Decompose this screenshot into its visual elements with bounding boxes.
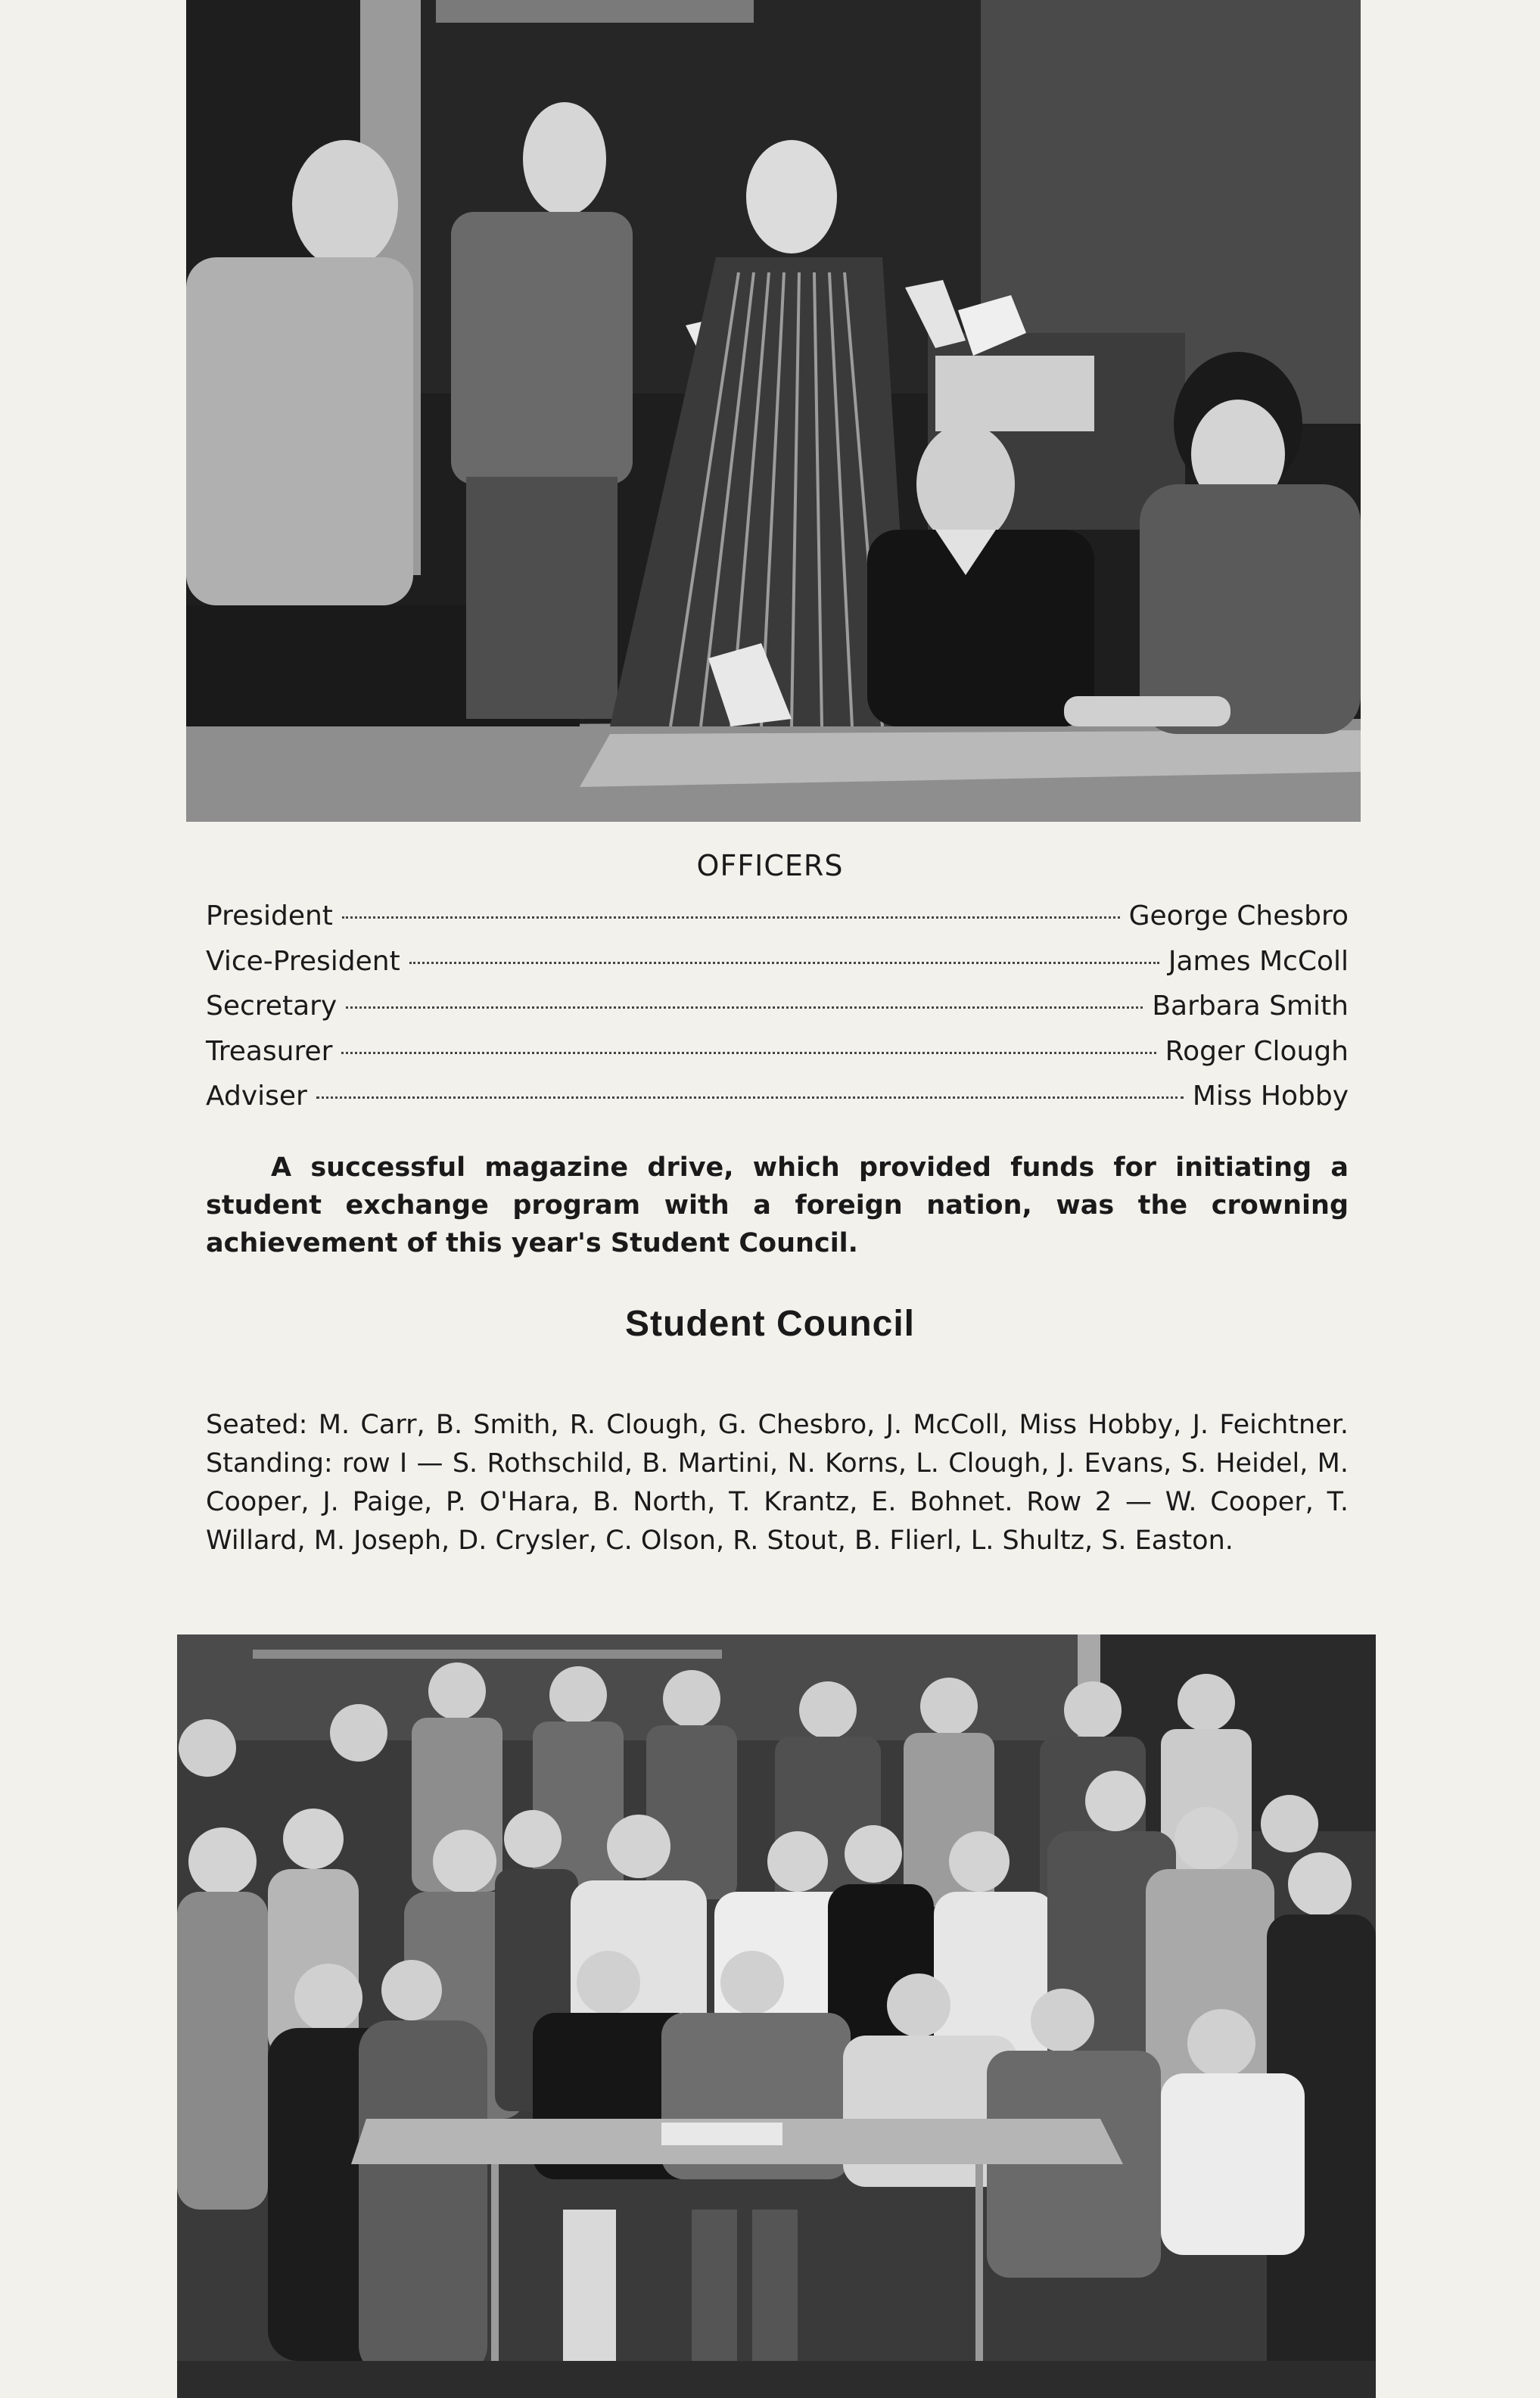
officer-name: George Chesbro — [1128, 900, 1349, 932]
officer-role: Adviser — [206, 1081, 307, 1112]
leader-dots — [346, 1006, 1143, 1009]
leader-dots — [409, 962, 1159, 964]
leader-dots — [316, 1096, 1184, 1099]
leader-dots — [342, 916, 1120, 919]
officer-row-treasurer — [206, 1036, 1349, 1081]
officer-role: President — [206, 900, 333, 932]
officer-row-secretary — [206, 991, 1349, 1036]
council-summary: A successful magazine drive, which provided funds for initiating a student exchange program with a foreign nation, was the crowning achievement of this year's Student Council. — [206, 1152, 1349, 1258]
officer-role: Secretary — [206, 991, 338, 1022]
officer-role: Vice-President — [206, 945, 400, 977]
officer-row-vice-president — [206, 946, 1349, 991]
officer-row-adviser — [206, 1081, 1349, 1126]
officer-name: Miss Hobby — [1192, 1081, 1349, 1112]
officers-photo — [186, 0, 1361, 822]
photo-caption: Seated: M. Carr, B. Smith, R. Clough, G. Chesbro, J. McColl, Miss Hobby, J. Feichtner. Standing: row I — S. Rothschild, B. Martini, N. Korns, L. Clough, J. Evans, S. Heidel, M. Cooper, J. Paige, P. O'Hara, B. North, T. Krantz, E. Bohnet. Row 2 — W. Cooper, T. Willard, M. Joseph, D. Crysler, C. Olson, R. Stout, B. Flierl, L. Shultz, S. Easton. — [206, 1410, 1349, 1556]
officer-name: Roger Clough — [1165, 1035, 1349, 1067]
officer-name: Barbara Smith — [1152, 991, 1349, 1022]
council-group-photo — [177, 1634, 1376, 2398]
officer-row-president — [206, 900, 1349, 946]
officer-role: Treasurer — [206, 1035, 333, 1067]
officer-name: James McColl — [1168, 945, 1349, 977]
council-photo-illustration — [177, 1634, 1376, 2398]
leader-dots — [341, 1052, 1156, 1054]
officers-heading: OFFICERS — [696, 849, 844, 882]
officers-list — [206, 900, 1349, 1126]
officers-photo-illustration — [186, 0, 1361, 822]
section-title: Student Council — [625, 1304, 915, 1344]
